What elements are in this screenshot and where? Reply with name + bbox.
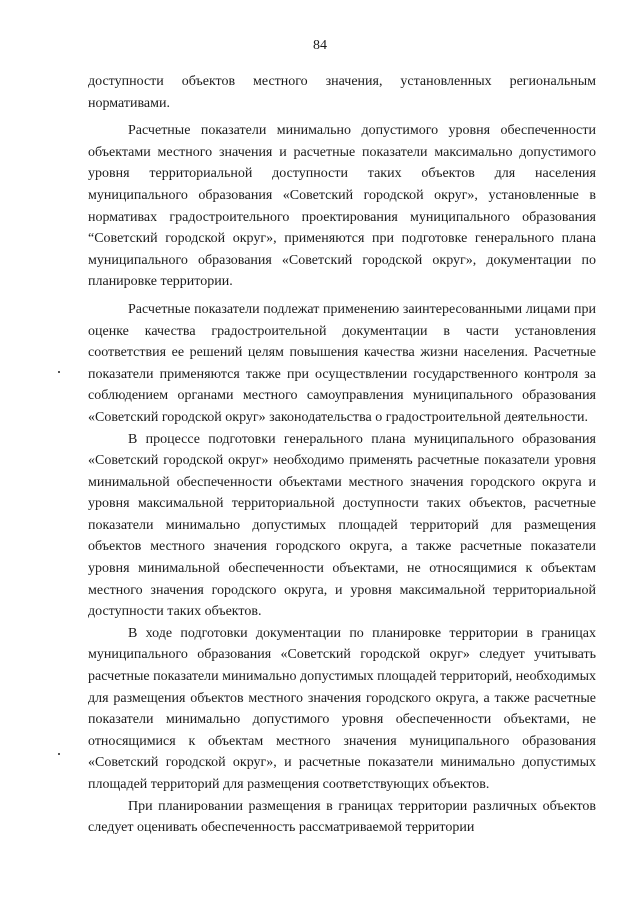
paragraph-5: При планировании размещения в границах территории различных объектов следует оценивать обеспеченность рассматриваемой территории	[88, 798, 596, 836]
paragraph-continuation: доступности объектов местного значения, установленных региональным нормативами.	[88, 74, 596, 111]
document-body	[88, 71, 596, 845]
paragraph-1: Расчетные показатели минимально допустимого уровня обеспеченности объектами местного значения и расчетные показатели максимально допустимого уровня территориальной доступности таких объектов для населения муниципального образования «Советский городской округ», установленные в нормативах градостроительного проектирования муниципального образования “Советский городской округ», применяются при подготовке генерального плана муниципального образования «Советский городской округ», документации по планировке территории.	[88, 123, 596, 290]
margin-dot	[58, 753, 60, 755]
paragraph-2: Расчетные показатели подлежат применению заинтересованными лицами при оценке качества градостроительной документации в части установления соответствия ее решений целям повышения качества жизни населения. Расчетные показатели применяются также при осуществлении государственного контроля за соблюдением органами местного самоуправления муниципального образования «Советский городской округ» законодательства о градостроительной деятельности.	[88, 301, 596, 425]
paragraph-4: В ходе подготовки документации по планировке территории в границах муниципального образования «Советский городской округ» следует учитывать расчетные показатели минимально допустимых площадей территорий, необходимых для размещения объектов местного значения городского округа, а также расчетные показатели минимально допустимого уровня обеспеченности объектами, не относящимися к объектам местного значения муниципального образования «Советский городской округ», и расчетные показатели минимально допустимых площадей территорий для размещения соответствующих объектов.	[88, 625, 596, 792]
margin-dot	[58, 371, 60, 373]
page-number: 84	[313, 38, 327, 53]
paragraph-3: В процессе подготовки генерального плана муниципального образования «Советский городской округ» необходимо применять расчетные показатели уровня минимальной обеспеченности объектами местного значения городского округа и уровня максимальной территориальной доступности таких объектов, расчетные показатели минимально допустимых площадей территорий для размещения объектов местного значения городского округа, а также расчетные показатели уровня минимальной обеспеченности объектами, не относящимися к объектам местного значения городского округа, и уровня максимальной территориальной доступности таких объектов.	[88, 431, 596, 620]
